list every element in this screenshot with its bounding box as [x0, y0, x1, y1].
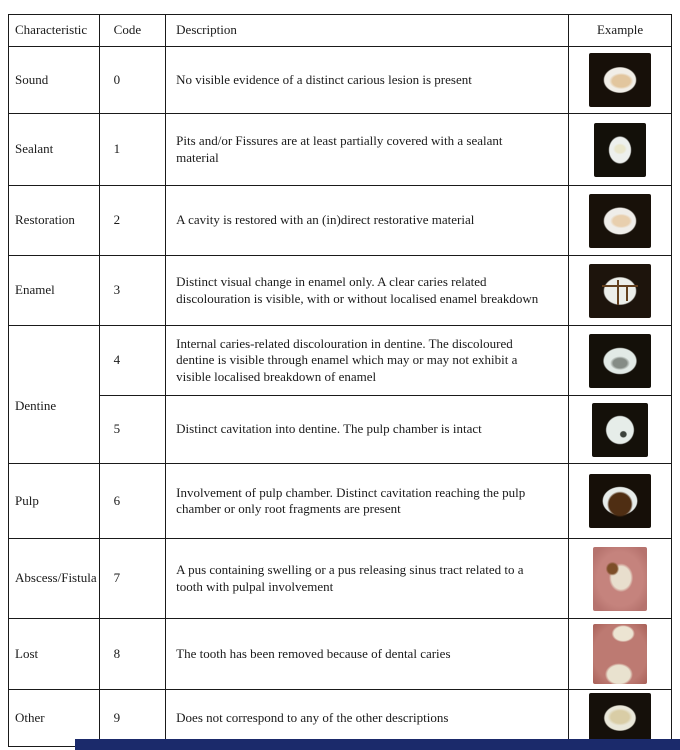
table-row-sealant [9, 114, 672, 186]
characteristic-cell: Restoration [9, 186, 100, 256]
description-cell: Involvement of pulp chamber. Distinct cavitation reaching the pulp chamber or only root fragments are present [166, 464, 569, 539]
code-cell: 3 [99, 256, 166, 326]
abscess-fistula-gum-photo [593, 547, 647, 611]
pulp-cavity-tooth-photo [589, 474, 651, 528]
characteristic-cell: Sealant [9, 114, 100, 186]
characteristic-cell: Other [9, 690, 100, 747]
description-cell: Distinct cavitation into dentine. The pulp chamber is intact [166, 396, 569, 464]
table-row-dentine-5 [9, 396, 672, 464]
code-cell: 9 [99, 690, 166, 747]
sound-tooth-photo [589, 53, 651, 107]
restoration-tooth-photo [589, 194, 651, 248]
sealant-tooth-photo [594, 123, 646, 177]
code-cell: 7 [99, 539, 166, 619]
table-row-dentine-4 [9, 326, 672, 396]
characteristic-cell: Dentine [9, 326, 100, 464]
description-cell: Internal caries-related discolouration in dentine. The discoloured dentine is visible through enamel which may or may not exhibit a visible localised breakdown of enamel [166, 326, 569, 396]
description-cell: Does not correspond to any of the other descriptions [166, 690, 569, 747]
table-row-lost [9, 619, 672, 690]
table-row-abscess-fistula [9, 539, 672, 619]
code-cell: 5 [99, 396, 166, 464]
header-row [9, 15, 672, 47]
description-cell: No visible evidence of a distinct carious lesion is present [166, 47, 569, 114]
dentine-cavitation-tooth-photo [592, 403, 648, 457]
caries-assessment-table [8, 14, 672, 747]
code-cell: 1 [99, 114, 166, 186]
characteristic-cell: Enamel [9, 256, 100, 326]
table-row-other [9, 690, 672, 747]
table-row-sound [9, 47, 672, 114]
lost-tooth-gum-photo [593, 624, 647, 684]
description-cell: Distinct visual change in enamel only. A clear caries related discolouration is visible, with or without localised enamel breakdown [166, 256, 569, 326]
header-description: Description [166, 15, 569, 47]
table-row-restoration [9, 186, 672, 256]
characteristic-cell: Lost [9, 619, 100, 690]
description-cell: The tooth has been removed because of dental caries [166, 619, 569, 690]
description-cell: Pits and/or Fissures are at least partially covered with a sealant material [166, 114, 569, 186]
code-cell: 6 [99, 464, 166, 539]
bottom-accent-bar [75, 739, 680, 750]
table-row-pulp [9, 464, 672, 539]
code-cell: 0 [99, 47, 166, 114]
description-cell: A pus containing swelling or a pus releasing sinus tract related to a tooth with pulpal involvement [166, 539, 569, 619]
characteristic-cell: Sound [9, 47, 100, 114]
code-cell: 2 [99, 186, 166, 256]
description-cell: A cavity is restored with an (in)direct restorative material [166, 186, 569, 256]
header-characteristic: Characteristic [9, 15, 100, 47]
enamel-caries-tooth-photo [589, 264, 651, 318]
characteristic-cell: Pulp [9, 464, 100, 539]
header-code: Code [99, 15, 166, 47]
other-tooth-photo [589, 693, 651, 743]
header-example: Example [569, 15, 672, 47]
code-cell: 8 [99, 619, 166, 690]
characteristic-cell: Abscess/Fistula [9, 539, 100, 619]
dentine-discolouration-tooth-photo [589, 334, 651, 388]
code-cell: 4 [99, 326, 166, 396]
table-row-enamel [9, 256, 672, 326]
